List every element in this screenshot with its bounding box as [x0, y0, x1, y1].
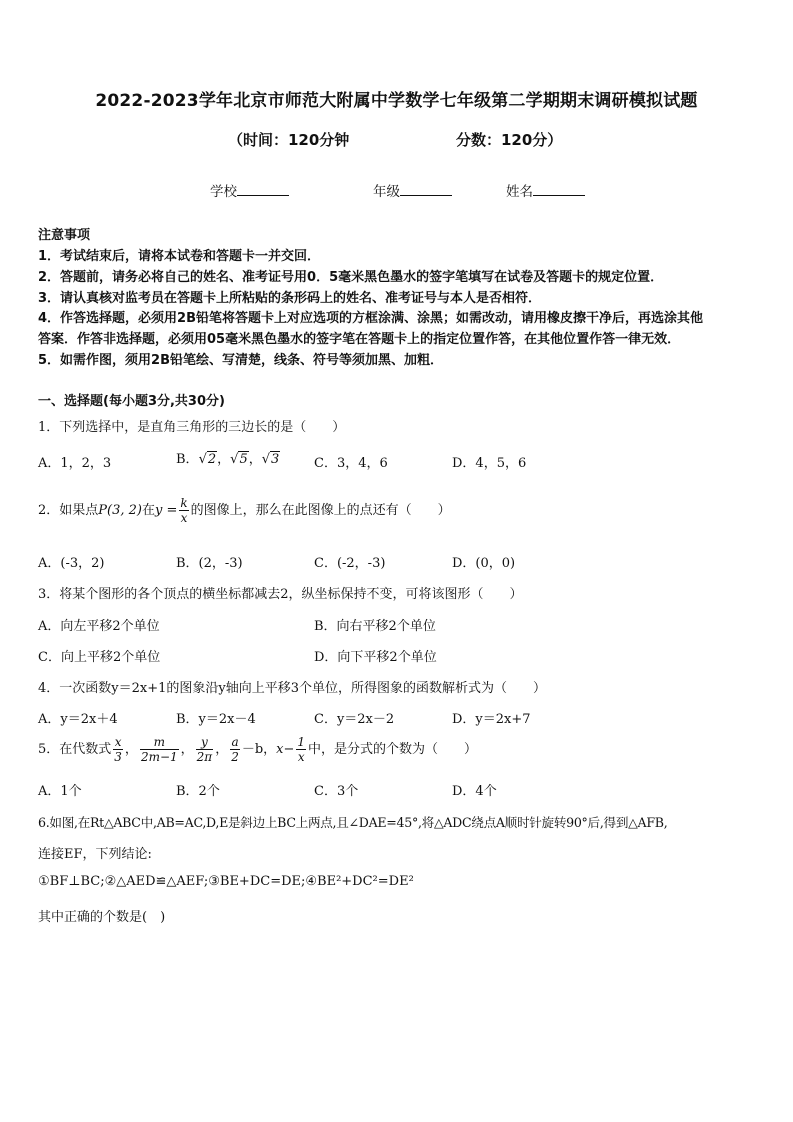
note-item: 4．作答选择题，必须用2B铅笔将答题卡上对应选项的方框涂满、涂黑；如需改动，请用橡皮擦干净后，再选涂其他	[38, 311, 704, 326]
grade-field	[373, 180, 452, 200]
q4-option-d: D．y＝2x+7	[452, 712, 531, 727]
question-4-stem: 4．一次函数y＝2x+1的图象沿y轴向上平移3个单位，所得图象的函数解析式为（ ）	[38, 681, 546, 696]
numerator: y	[196, 735, 214, 750]
grade-blank	[400, 183, 452, 196]
question-3-stem: 3．将某个图形的各个顶点的横坐标都减去2，纵坐标保持不变，可将该图形（ ）	[38, 587, 523, 602]
numerator: 1	[297, 735, 306, 749]
numerator: k	[180, 496, 188, 510]
denominator: x	[297, 750, 305, 764]
q2-text-mid: 在	[141, 503, 155, 518]
separator: ，	[248, 452, 262, 467]
denominator: 2m−1	[140, 750, 178, 764]
sqrt-symbol: √5	[230, 452, 248, 467]
denominator: 3	[114, 750, 122, 764]
denominator: 2	[231, 750, 239, 764]
q2-text-pre: 2．如果点	[38, 503, 99, 518]
name-blank	[533, 183, 585, 196]
separator: ，	[217, 452, 231, 467]
separator: ，	[180, 742, 194, 757]
q1-option-d: D．4，5，6	[452, 456, 527, 471]
q5-text-pre: 5．在代数式	[38, 742, 112, 757]
note-item: 5．如需作图，须用2B铅笔绘、写清楚，线条、符号等须加黑、加粗．	[38, 353, 443, 368]
q5-x-minus: x−	[276, 742, 295, 757]
q1-option-b-label: B．	[176, 452, 199, 467]
question-1-stem: 1．下列选择中，是直角三角形的三边长的是（ ）	[38, 420, 346, 435]
q3-option-a: A．向左平移2个单位	[38, 619, 160, 634]
q5-option-c: C．3个	[314, 784, 359, 799]
exam-score: 分数：120分）	[456, 131, 563, 149]
grade-label: 年级	[373, 184, 400, 200]
denominator: x	[180, 511, 188, 525]
q4-option-b: B．y＝2x－4	[176, 712, 256, 727]
exam-time: （时间：120分钟	[228, 131, 350, 149]
note-item: 1．考试结束后，请将本试卷和答题卡一并交回．	[38, 249, 321, 264]
q2-option-a: A．(-3，2)	[38, 556, 105, 571]
q5-option-d: D．4个	[452, 784, 497, 799]
school-blank	[237, 183, 289, 196]
q2-option-c: C．(-2，-3)	[314, 556, 386, 571]
name-label: 姓名	[506, 184, 533, 200]
q5-option-a: A．1个	[38, 784, 82, 799]
q4-option-c: C．y＝2x－2	[314, 712, 395, 727]
question-6-line-2: 连接EF，下列结论:	[38, 847, 152, 862]
q5-fraction-4	[230, 735, 240, 764]
q3-option-d: D．向下平移2个单位	[314, 650, 437, 665]
question-6-line-4: 其中正确的个数是( )	[38, 910, 166, 925]
q2-option-d: D．(0，0)	[452, 556, 516, 571]
numerator: a	[231, 735, 239, 749]
q2-fraction	[179, 496, 188, 525]
q5-fraction-5	[296, 735, 306, 764]
sqrt-symbol: √3	[261, 452, 280, 467]
note-item: 3．请认真核对监考员在答题卡上所粘贴的条形码上的姓名、准考证号与本人是否相符．	[38, 291, 542, 306]
q2-text-post: 的图像上，那么在此图像上的点还有（ ）	[190, 503, 451, 518]
question-6-conclusions: ①BF⊥BC;②△AED≌△AEF;③BE+DC=DE;④BE²+DC²=DE²	[38, 874, 414, 889]
question-5-stem	[38, 735, 477, 764]
sqrt-radicand: 5	[239, 452, 248, 467]
q2-option-b: B．(2，-3)	[176, 556, 243, 571]
q4-option-a: A．y＝2x＋4	[38, 712, 118, 727]
question-6-line-1: 6.如图,在Rt△ABC中,AB=AC,D,E是斜边上BC上两点,且∠DAE=45°,将△ADC绕点A顺时针旋转90°后,得到△AFB,	[38, 815, 668, 830]
q3-option-b: B．向右平移2个单位	[314, 619, 436, 634]
sqrt-symbol: √2	[198, 452, 217, 467]
question-2-stem	[38, 496, 451, 525]
separator: ，	[215, 742, 229, 757]
q5-text-post: 中，是分式的个数为（ ）	[308, 742, 478, 757]
q1-option-b	[176, 448, 280, 467]
numerator: m	[140, 735, 179, 750]
school-label: 学校	[210, 184, 237, 200]
section-heading: 一、选择题(每小题3分,共30分)	[38, 394, 225, 409]
denominator: 2π	[196, 750, 213, 764]
notes-heading: 注意事项	[38, 228, 91, 243]
name-field	[506, 180, 585, 200]
note-item: 答案．作答非选择题，必须用05毫米黑色墨水的签字笔在答题卡上的指定位置作答，在其他位置作答一律无效．	[38, 332, 681, 347]
sqrt-radicand: 3	[271, 452, 280, 467]
q2-y-equals: y =	[155, 503, 178, 518]
school-field	[210, 180, 289, 200]
q3-option-c: C．向上平移2个单位	[38, 650, 161, 665]
q5-fraction-1	[113, 735, 123, 764]
separator: ，	[124, 742, 138, 757]
numerator: x	[114, 735, 122, 749]
q5-fraction-2	[140, 735, 179, 764]
q1-option-a: A．1，2，3	[38, 456, 112, 471]
exam-title: 2022-2023学年北京市师范大附属中学数学七年级第二学期期末调研模拟试题	[95, 91, 698, 111]
q1-option-c: C．3，4，6	[314, 456, 388, 471]
note-item: 2．答题前，请务必将自己的姓名、准考证号用0．5毫米黑色墨水的签字笔填写在试卷及答题卡的规定位置．	[38, 270, 664, 285]
sqrt-radicand: 2	[207, 452, 217, 467]
q5-option-b: B．2个	[176, 784, 220, 799]
q2-point: P(3, 2)	[98, 503, 142, 518]
q5-minus-b: －b，	[241, 742, 277, 757]
q5-fraction-3	[196, 735, 214, 764]
